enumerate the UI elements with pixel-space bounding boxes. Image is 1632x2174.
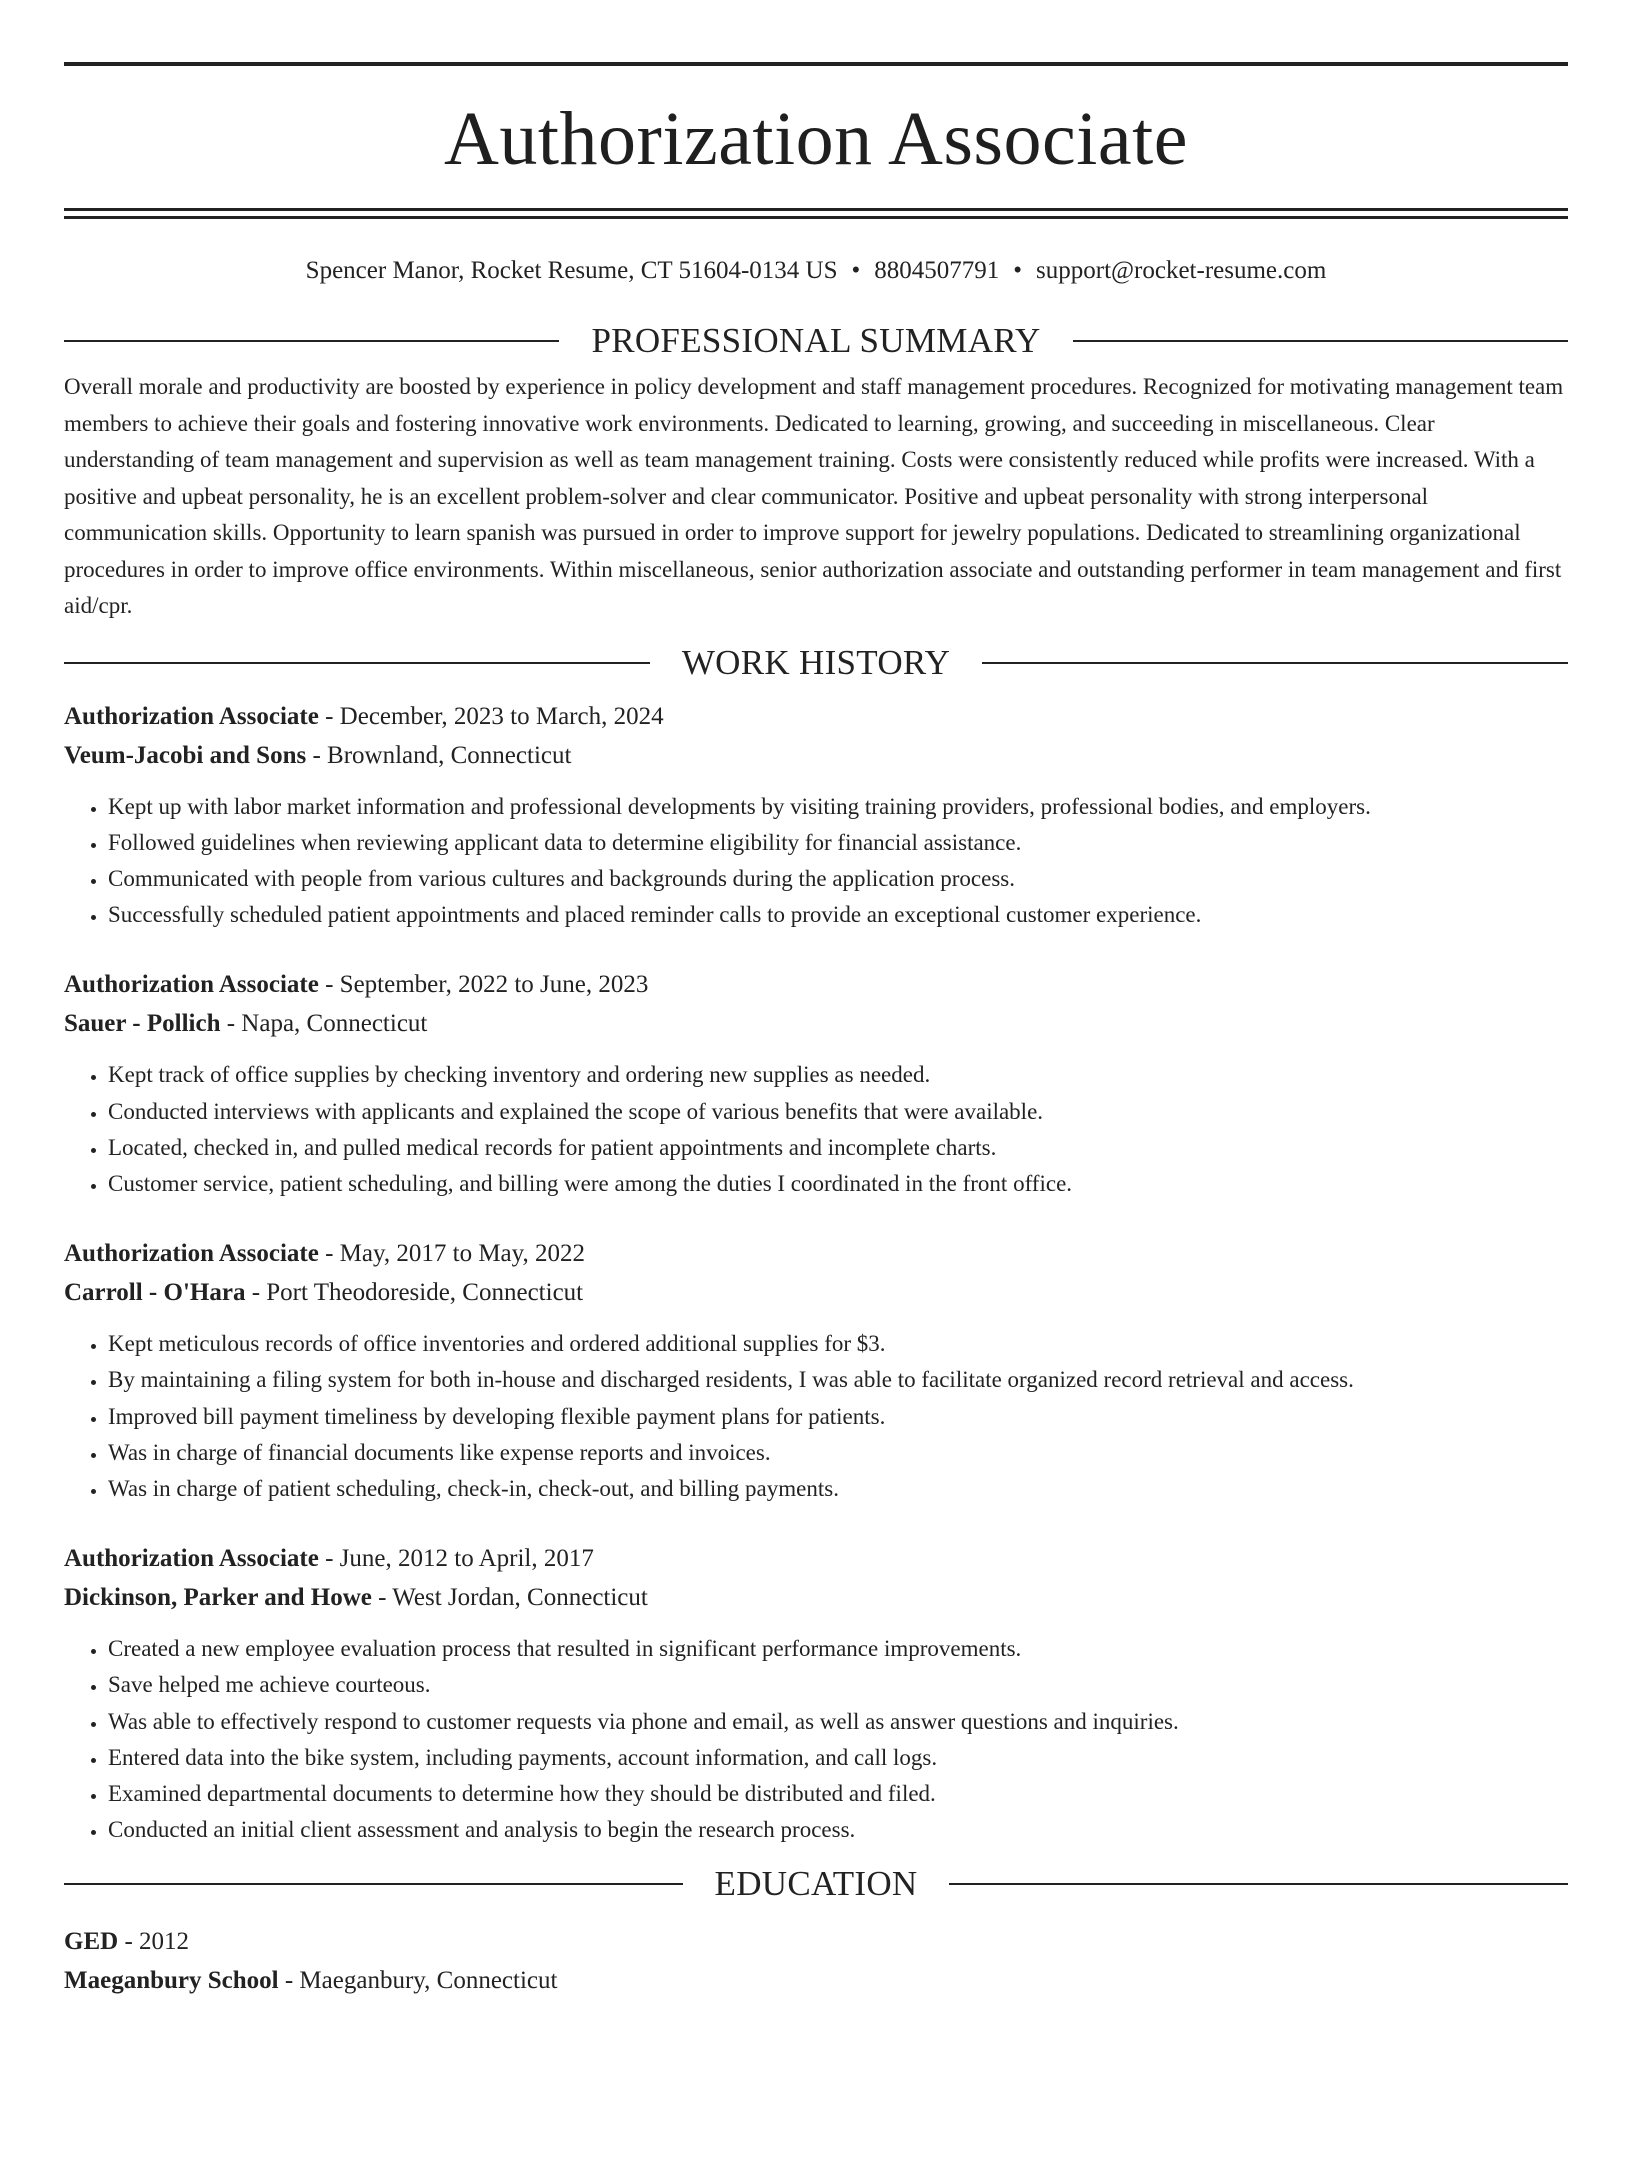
job-duty: • Followed guidelines when reviewing applicant data to determine eligibility for financial assistance. — [108, 825, 1568, 861]
job-duty: • Customer service, patient scheduling, and billing were among the duties I coordinated in the front office. — [108, 1166, 1568, 1202]
job-company-line — [64, 1578, 1568, 1617]
job-duty: • Conducted interviews with applicants and explained the scope of various benefits that were available. — [108, 1094, 1568, 1130]
section-heading-summary — [64, 321, 1568, 361]
work-history-list — [64, 697, 1568, 1849]
job-title-line — [64, 1539, 1568, 1578]
job-duty: • Communicated with people from various cultures and backgrounds during the application process. — [108, 861, 1568, 897]
job-duty: • Was able to effectively respond to customer requests via phone and email, as well as answer questions and inquiries. — [108, 1704, 1568, 1740]
heading-rule-right — [949, 1883, 1568, 1885]
summary-paragraph: Overall morale and productivity are boosted by experience in policy development and staff management procedures. Recognized for motivating management team members to achieve their goals and fostering innovative work environments. Dedicated to learning, growing, and succeeding in miscellaneous. Clear understanding of team management and supervision as well as team management training. Costs were consistently reduced while profits were increased. With a positive and upbeat personality, he is an excellent problem-solver and clear communicator. Positive and upbeat personality with strong interpersonal communication skills. Opportunity to learn spanish was pursued in order to improve support for jewelry populations. Dedicated to streamlining organizational procedures in order to improve office environments. Within miscellaneous, senior authorization associate and outstanding performer in team management and first aid/cpr. — [64, 374, 1564, 618]
education-entry — [64, 1922, 1568, 2000]
job-dates: - December, 2023 to March, 2024 — [318, 702, 664, 730]
job-duty: • Kept up with labor market information and professional developments by visiting training providers, professional bodies, and employers. — [108, 789, 1568, 825]
education-school: Maeganbury School — [64, 1967, 279, 1995]
job-entry — [64, 1539, 1568, 1848]
job-duty: • Improved bill payment timeliness by developing flexible payment plans for patients. — [108, 1399, 1568, 1435]
heading-rule-right — [1073, 340, 1568, 342]
education-location: - Maeganbury, Connecticut — [278, 1967, 558, 1995]
heading-rule-left — [64, 340, 559, 342]
header-double-rule — [64, 208, 1568, 219]
job-title-line — [64, 965, 1568, 1004]
job-duty: • Kept meticulous records of office inventories and ordered additional supplies for $3. — [108, 1326, 1568, 1362]
heading-rule-left — [64, 1883, 683, 1885]
resume-title: Authorization Associate — [444, 97, 1188, 181]
job-entry — [64, 965, 1568, 1202]
job-duties — [64, 789, 1568, 934]
job-location: - Brownland, Connecticut — [306, 741, 572, 769]
job-duties — [64, 1326, 1568, 1507]
education-degree: GED — [64, 1928, 119, 1956]
education-year: - 2012 — [118, 1928, 190, 1956]
job-duties — [64, 1631, 1568, 1848]
job-company-line — [64, 736, 1568, 775]
section-heading-label: PROFESSIONAL SUMMARY — [591, 321, 1041, 360]
job-entry — [64, 697, 1568, 934]
job-duty: • Was in charge of patient scheduling, check-in, check-out, and billing payments. — [108, 1471, 1568, 1507]
job-dates: - May, 2017 to May, 2022 — [318, 1240, 586, 1268]
job-entry — [64, 1234, 1568, 1507]
job-title: Authorization Associate — [64, 1545, 319, 1573]
heading-rule-right — [982, 662, 1568, 664]
job-duty: • Entered data into the bike system, including payments, account information, and call logs. — [108, 1740, 1568, 1776]
contact-email: support@rocket-resume.com — [1036, 257, 1327, 284]
job-title: Authorization Associate — [64, 1240, 319, 1268]
job-company: Dickinson, Parker and Howe — [64, 1584, 372, 1612]
heading-rule-left — [64, 662, 650, 664]
job-duty: • By maintaining a filing system for both in-house and discharged residents, I was able to facilitate organized record retrieval and access. — [108, 1362, 1568, 1398]
job-location: - Napa, Connecticut — [220, 1010, 428, 1038]
job-dates: - June, 2012 to April, 2017 — [318, 1545, 594, 1573]
job-duties — [64, 1057, 1568, 1202]
job-duty: • Save helped me achieve courteous. — [108, 1667, 1568, 1703]
header-top-rule — [64, 62, 1568, 66]
job-company: Veum-Jacobi and Sons — [64, 741, 307, 769]
section-heading-work-history — [64, 643, 1568, 683]
job-duty: • Located, checked in, and pulled medical records for patient appointments and incomplete charts. — [108, 1130, 1568, 1166]
job-company-line — [64, 1273, 1568, 1312]
job-title: Authorization Associate — [64, 702, 319, 730]
job-title-line — [64, 697, 1568, 736]
contact-line — [64, 255, 1568, 287]
job-duty: • Successfully scheduled patient appointments and placed reminder calls to provide an exceptional customer experience. — [108, 897, 1568, 933]
job-title: Authorization Associate — [64, 971, 319, 999]
contact-phone: 8804507791 — [874, 257, 1000, 284]
job-company: Sauer - Pollich — [64, 1010, 221, 1038]
section-heading-label: EDUCATION — [714, 1864, 918, 1904]
contact-separator: • — [851, 257, 861, 284]
job-title-line — [64, 1234, 1568, 1273]
job-duty: • Was in charge of financial documents like expense reports and invoices. — [108, 1435, 1568, 1471]
job-dates: - September, 2022 to June, 2023 — [318, 971, 649, 999]
contact-separator: • — [1013, 257, 1023, 284]
resume-page — [0, 62, 1632, 2174]
job-duty: • Kept track of office supplies by checking inventory and ordering new supplies as needed. — [108, 1057, 1568, 1093]
job-location: - Port Theodoreside, Connecticut — [245, 1279, 584, 1307]
section-heading-label: WORK HISTORY — [681, 642, 951, 682]
job-duty: • Conducted an initial client assessment and analysis to begin the research process. — [108, 1812, 1568, 1848]
contact-address: Spencer Manor, Rocket Resume, CT 51604-0134 US — [305, 257, 838, 284]
job-company: Carroll - O'Hara — [64, 1279, 246, 1307]
job-duty: • Examined departmental documents to determine how they should be distributed and filed. — [108, 1776, 1568, 1812]
education-degree-line — [64, 1922, 1568, 1961]
job-location: - West Jordan, Connecticut — [371, 1584, 648, 1612]
job-duty: • Created a new employee evaluation process that resulted in significant performance improvements. — [108, 1631, 1568, 1667]
section-heading-education — [64, 1864, 1568, 1904]
education-school-line — [64, 1961, 1568, 2000]
job-company-line — [64, 1004, 1568, 1043]
